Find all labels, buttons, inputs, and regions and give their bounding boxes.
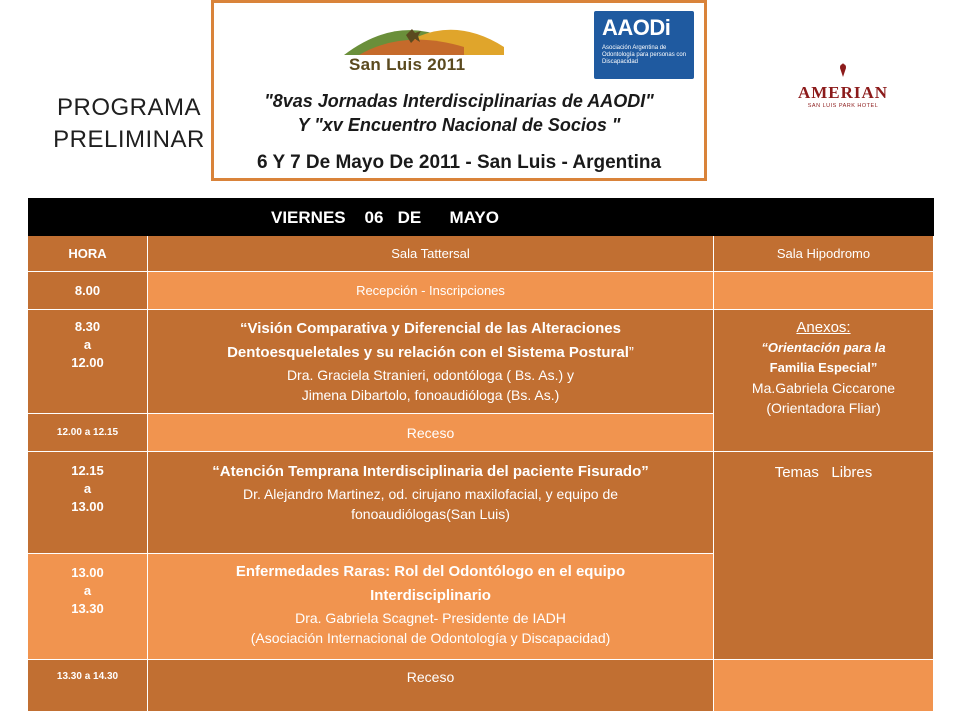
temas-libres-label: Temas Libres [774,464,873,481]
san-luis-logo-icon [334,7,514,62]
aaodi-logo [594,11,694,79]
anexos-title-2: Familia Especial” [769,360,878,375]
aaodi-logo-name: Asociación Argentina de Odontología para personas con Discapacidad [602,45,687,65]
banner-line-2: Y "xv Encuentro Nacional de Socios " [297,115,621,135]
anexos-speaker-role: (Orientadora Fliar) [766,400,881,416]
row-2-title-line-2: Dentoesqueletales y su relación con el Sistema Postural” [227,344,634,361]
hotel-name: AMERIAN [797,83,889,102]
row-4-hora: 12.15 a 13.00 [28,452,148,554]
anexos-label: Anexos: [796,319,851,336]
day-label: VIERNES 06 DE MAYO [271,208,499,227]
row-5-title-2: Interdisciplinario [370,587,491,604]
row-3-sala1: Receso [148,414,714,452]
temas-libres-session [714,452,934,660]
row-4-title: “Atención Temprana Interdisciplinaria del paciente Fisurado” [212,463,649,480]
row-5-speaker-2: (Asociación Internacional de Odontología y Discapacidad) [250,630,611,646]
row-6-hora: 13.30 a 14.30 [28,660,148,712]
row-5-hora: 13.00 a 13.30 [28,554,148,660]
hotel-logo [785,62,901,109]
anexos-title-1: “Orientación para la [761,340,886,355]
row-4-session [148,452,714,554]
hotel-subtitle: SAN LUIS PARK HOTEL [807,103,879,109]
row-2-speaker-1: Dra. Graciela Stranieri, odontóloga ( Bs. As.) y [286,367,575,383]
anexos-speaker: Ma.Gabriela Ciccarone [751,380,896,396]
row-4-speaker-2: fonoaudiólogas(San Luis) [351,506,510,522]
hotel-emblem-icon [835,62,851,78]
row-5-speaker-1: Dra. Gabriela Scagnet- Presidente de IADH [295,610,566,626]
row-6-sala1: Receso [148,660,714,712]
row-5-session [148,554,714,660]
program-title: PROGRAMA PRELIMINAR [53,94,205,153]
row-5-title-1: Enfermedades Raras: Rol del Odontólogo en el equipo [235,563,626,580]
row-4-speaker-1: Dr. Alejandro Martinez, od. cirujano maxilofacial, y equipo de [242,486,619,502]
row-2-session [148,310,714,414]
header-hora: HORA [28,236,148,272]
row-1-sala1: Recepción - Inscripciones [148,272,714,310]
row-1-hora: 8.00 [28,272,148,310]
row-6-sala2-empty [714,660,934,712]
row-2-title-line-1: “Visión Comparativa y Diferencial de las Alteraciones [240,320,621,337]
day-header [28,198,934,236]
row-2-hora: 8.30 a 12.00 [28,310,148,414]
banner-line-1: "8vas Jornadas Interdisciplinarias de AAODI" [264,91,654,111]
banner-city-year: San Luis 2011 [349,55,466,74]
row-1-sala2-empty [714,272,934,310]
event-banner [211,0,707,181]
header-sala-hipodromo: Sala Hipodromo [714,236,934,272]
anexos-session [714,310,934,452]
banner-line-3: 6 Y 7 De Mayo De 2011 - San Luis - Argentina [256,152,662,173]
row-3-hora: 12.00 a 12.15 [28,414,148,452]
aaodi-logo-abbr: AAODi [602,15,671,40]
header-sala-tattersal: Sala Tattersal [148,236,714,272]
row-2-speaker-2: Jimena Dibartolo, fonoaudióloga (Bs. As.) [301,387,560,403]
